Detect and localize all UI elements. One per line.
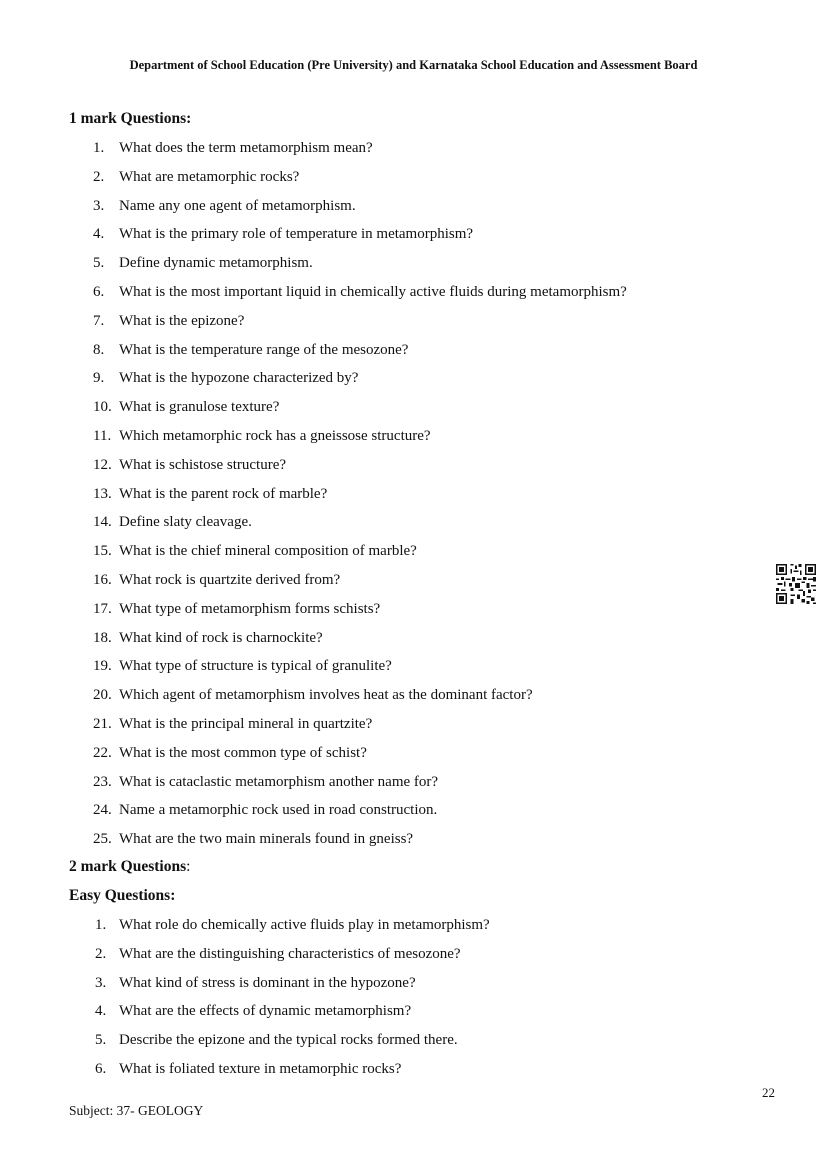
question-text: What role do chemically active fluids play in metamorphism? — [119, 917, 490, 933]
question-text: What is the chief mineral composition of marble? — [119, 543, 417, 560]
question-number: 2. — [93, 168, 105, 185]
question-text: Describe the epizone and the typical rocks formed there. — [119, 1032, 458, 1049]
question-number: 24. — [93, 802, 112, 819]
question-item — [0, 307, 780, 336]
question-item — [0, 1026, 780, 1055]
question-text: Name any one agent of metamorphism. — [119, 197, 356, 214]
question-text: What is the most important liquid in chemically active fluids during metamorphism? — [119, 283, 627, 300]
question-number: 23. — [93, 773, 112, 790]
question-number: 1. — [93, 140, 105, 156]
question-item — [0, 192, 780, 221]
question-item — [0, 422, 780, 451]
question-item — [0, 595, 780, 624]
question-number: 25. — [93, 831, 112, 848]
question-number: 16. — [93, 571, 112, 588]
question-number: 21. — [93, 715, 112, 732]
question-text: What is the most common type of schist? — [119, 744, 367, 761]
two-mark-heading — [69, 858, 190, 876]
easy-question-list — [0, 911, 780, 1084]
question-text: Define slaty cleavage. — [119, 514, 252, 531]
question-text: What is schistose structure? — [119, 456, 287, 473]
question-text: What is the parent rock of marble? — [119, 485, 328, 502]
two-mark-heading-colon: : — [186, 858, 191, 875]
question-item — [0, 825, 780, 854]
document-header: Department of School Education (Pre University) and Karnataka School Education and Assessment Board — [129, 58, 698, 72]
question-number: 17. — [93, 600, 112, 617]
question-item — [0, 1055, 780, 1084]
question-item — [0, 739, 780, 768]
question-item — [0, 451, 780, 480]
question-number: 8. — [93, 341, 105, 358]
question-number: 6. — [93, 283, 105, 300]
question-number: 1. — [95, 917, 107, 933]
question-item — [0, 681, 780, 710]
question-item — [0, 163, 780, 192]
question-item — [0, 969, 780, 998]
question-item — [0, 710, 780, 739]
question-item — [0, 249, 780, 278]
question-number: 5. — [95, 1032, 107, 1049]
question-text: What is the temperature range of the mesozone? — [119, 341, 409, 358]
question-text: What is the primary role of temperature in metamorphism? — [119, 226, 474, 243]
qr-code-icon — [776, 564, 816, 604]
question-number: 22. — [93, 744, 112, 761]
question-item — [0, 134, 780, 163]
question-number: 19. — [93, 658, 112, 675]
question-item — [0, 480, 780, 509]
question-item — [0, 537, 780, 566]
question-text: What is foliated texture in metamorphic rocks? — [119, 1060, 402, 1077]
question-text: Name a metamorphic rock used in road construction. — [119, 802, 438, 819]
question-item — [0, 997, 780, 1026]
question-item — [0, 393, 780, 422]
question-text: Which metamorphic rock has a gneissose structure? — [119, 427, 431, 444]
question-item — [0, 796, 780, 825]
question-text: What does the term metamorphism mean? — [119, 140, 373, 156]
question-item — [0, 278, 780, 307]
question-number: 13. — [93, 485, 112, 502]
question-number: 2. — [95, 945, 107, 962]
subject-footer: Subject: 37- GEOLOGY — [69, 1103, 204, 1118]
question-number: 6. — [95, 1060, 107, 1077]
one-mark-heading: 1 mark Questions: — [69, 110, 192, 127]
question-text: What is cataclastic metamorphism another name for? — [119, 773, 439, 790]
question-text: What are the distinguishing characteristics of mesozone? — [119, 945, 461, 962]
question-text: What type of metamorphism forms schists? — [119, 600, 381, 617]
question-number: 4. — [95, 1003, 107, 1020]
question-text: What is granulose texture? — [119, 399, 280, 416]
question-text: What type of structure is typical of granulite? — [119, 658, 392, 675]
question-text: What kind of rock is charnockite? — [119, 629, 323, 646]
question-number: 3. — [95, 974, 107, 991]
question-number: 14. — [93, 514, 112, 531]
question-number: 7. — [93, 312, 105, 329]
question-text: Define dynamic metamorphism. — [119, 255, 313, 272]
question-item — [0, 566, 780, 595]
question-number: 9. — [93, 370, 105, 387]
question-item — [0, 220, 780, 249]
question-text: What is the epizone? — [119, 312, 245, 329]
two-mark-heading-text: 2 mark Questions — [69, 858, 187, 875]
question-text: What are metamorphic rocks? — [119, 168, 300, 185]
question-item — [0, 336, 780, 365]
question-number: 20. — [93, 687, 112, 704]
question-number: 10. — [93, 399, 112, 416]
question-number: 15. — [93, 543, 112, 560]
page-number: 22 — [762, 1085, 775, 1100]
question-item — [0, 508, 780, 537]
question-number: 3. — [93, 197, 105, 214]
question-text: What are the effects of dynamic metamorphism? — [119, 1003, 412, 1020]
question-text: What is the hypozone characterized by? — [119, 370, 359, 387]
question-text: What rock is quartzite derived from? — [119, 571, 341, 588]
question-item — [0, 911, 780, 940]
question-item — [0, 624, 780, 653]
question-text: Which agent of metamorphism involves heat as the dominant factor? — [119, 687, 533, 704]
question-item — [0, 364, 780, 393]
question-text: What kind of stress is dominant in the hypozone? — [119, 974, 416, 991]
easy-questions-heading: Easy Questions: — [69, 887, 176, 904]
one-mark-question-list — [0, 134, 780, 854]
question-number: 18. — [93, 629, 112, 646]
question-number: 11. — [93, 427, 112, 444]
question-text: What are the two main minerals found in gneiss? — [119, 831, 414, 848]
question-item — [0, 652, 780, 681]
question-text: What is the principal mineral in quartzite? — [119, 715, 373, 732]
question-number: 5. — [93, 255, 105, 272]
question-number: 12. — [93, 456, 112, 473]
question-number: 4. — [93, 226, 105, 243]
question-item — [0, 940, 780, 969]
question-item — [0, 768, 780, 797]
